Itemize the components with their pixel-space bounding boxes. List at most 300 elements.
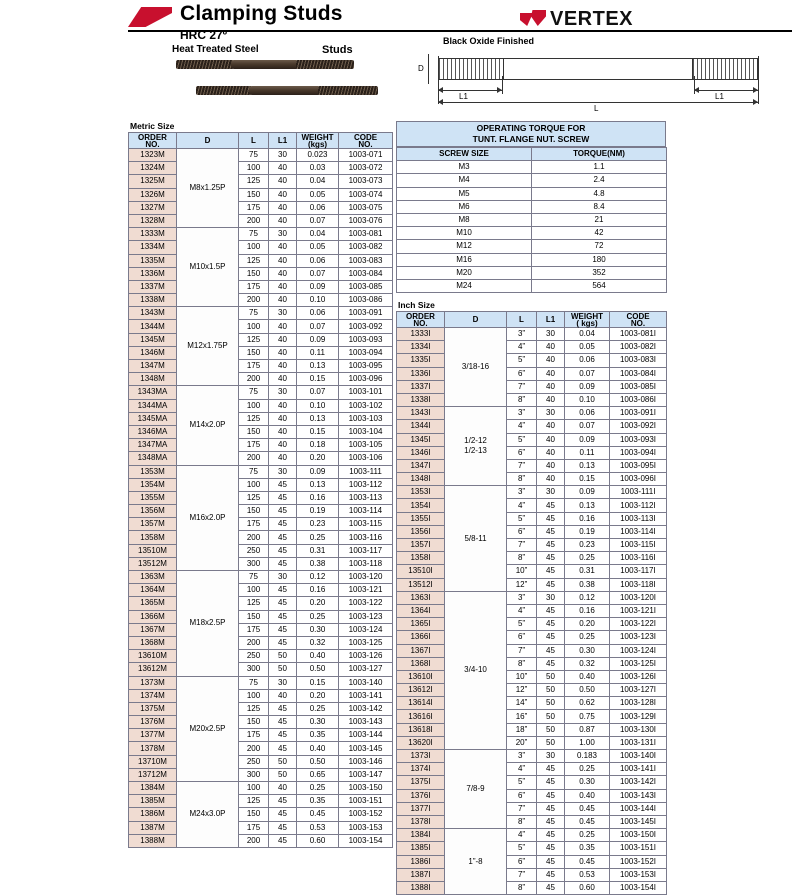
- cell-l1: 45: [269, 478, 297, 491]
- cell-weight: 0.05: [297, 241, 339, 254]
- cell-code-no: 1003-142I: [610, 776, 667, 789]
- thread-size-line: 1/2-12: [464, 436, 487, 446]
- table-row: [397, 525, 667, 538]
- cell-weight: 0.16: [565, 604, 610, 617]
- cell-length: 250: [239, 755, 269, 768]
- table-row: [397, 802, 667, 815]
- cell-length: 200: [239, 452, 269, 465]
- cell-length: 75: [239, 571, 269, 584]
- cell-length: 125: [239, 702, 269, 715]
- cell-length: 7”: [507, 868, 537, 881]
- table-row: [129, 663, 393, 676]
- cell-length: 4”: [507, 420, 537, 433]
- cell-length: 12”: [507, 578, 537, 591]
- table-row: [129, 228, 393, 241]
- col-l1: L1: [537, 312, 565, 328]
- cell-length: 16”: [507, 710, 537, 723]
- cell-length: 250: [239, 544, 269, 557]
- cell-weight: 0.45: [565, 855, 610, 868]
- cell-weight: 0.06: [297, 307, 339, 320]
- cell-length: 100: [239, 162, 269, 175]
- table-row: [129, 188, 393, 201]
- table-row: [129, 452, 393, 465]
- cell-order-no: 1377I: [397, 802, 445, 815]
- cell-l1: 30: [269, 228, 297, 241]
- cell-length: 75: [239, 307, 269, 320]
- cell-order-no: 1386M: [129, 808, 177, 821]
- cell-code-no: 1003-125: [339, 636, 393, 649]
- table-row: [397, 367, 667, 380]
- table-row: [397, 354, 667, 367]
- table-row: [397, 829, 667, 842]
- table-row: [129, 478, 393, 491]
- table-row: [129, 689, 393, 702]
- cell-weight: 0.09: [297, 280, 339, 293]
- cell-weight: 0.04: [297, 228, 339, 241]
- cell-l1: 45: [537, 868, 565, 881]
- cell-l1: 45: [537, 631, 565, 644]
- table-row: [129, 623, 393, 636]
- cell-length: 75: [239, 465, 269, 478]
- table-row: [397, 736, 667, 749]
- cell-weight: 0.25: [297, 782, 339, 795]
- cell-weight: 0.05: [565, 341, 610, 354]
- cell-weight: 0.30: [297, 623, 339, 636]
- cell-order-no: 1343MA: [129, 386, 177, 399]
- table-row: [129, 636, 393, 649]
- cell-length: 5”: [507, 354, 537, 367]
- cell-order-no: 1354M: [129, 478, 177, 491]
- cell-weight: 0.23: [565, 539, 610, 552]
- dim-l-label: L: [594, 104, 599, 113]
- cell-screw-size: M10: [397, 227, 532, 240]
- table-row: [397, 328, 667, 341]
- cell-l1: 40: [269, 162, 297, 175]
- table-row: [129, 465, 393, 478]
- cell-order-no: 13610M: [129, 650, 177, 663]
- table-row: [397, 380, 667, 393]
- cell-torque: 564: [532, 279, 667, 292]
- cell-weight: 0.25: [297, 702, 339, 715]
- cell-order-no: 1343M: [129, 307, 177, 320]
- cell-length: 5”: [507, 842, 537, 855]
- cell-length: 175: [239, 821, 269, 834]
- cell-length: 6”: [507, 631, 537, 644]
- vertex-brand-text: VERTEX: [550, 8, 634, 30]
- cell-length: 150: [239, 505, 269, 518]
- cell-order-no: 1358I: [397, 552, 445, 565]
- table-row: [397, 565, 667, 578]
- cell-code-no: 1003-142: [339, 702, 393, 715]
- cell-code-no: 1003-124: [339, 623, 393, 636]
- cell-weight: 0.87: [565, 723, 610, 736]
- cell-code-no: 1003-104: [339, 425, 393, 438]
- cell-order-no: 13510I: [397, 565, 445, 578]
- table-row: [397, 393, 667, 406]
- stud-photo-upper: [176, 58, 356, 72]
- cell-length: 5”: [507, 433, 537, 446]
- table-row: [129, 254, 393, 267]
- cell-l1: 45: [537, 829, 565, 842]
- cell-length: 300: [239, 768, 269, 781]
- table-row: [129, 346, 393, 359]
- cell-weight: 0.05: [297, 188, 339, 201]
- cell-l1: 45: [537, 881, 565, 894]
- table-row: [397, 227, 667, 240]
- cell-order-no: 1366M: [129, 610, 177, 623]
- cell-l1: 30: [269, 676, 297, 689]
- cell-l1: 45: [269, 597, 297, 610]
- cell-length: 6”: [507, 446, 537, 459]
- cell-order-no: 1378M: [129, 742, 177, 755]
- cell-length: 75: [239, 676, 269, 689]
- cell-l1: 50: [537, 697, 565, 710]
- cell-code-no: 1003-121: [339, 584, 393, 597]
- table-row: [129, 214, 393, 227]
- cell-order-no: 1374M: [129, 689, 177, 702]
- dim-l1-right-label: L1: [715, 92, 724, 101]
- cell-order-no: 1355I: [397, 512, 445, 525]
- table-row: [397, 723, 667, 736]
- cell-length: 125: [239, 597, 269, 610]
- inch-section-label: Inch Size: [398, 300, 435, 310]
- cell-order-no: 13510M: [129, 544, 177, 557]
- vertex-logo: [520, 8, 633, 31]
- cell-code-no: 1003-096I: [610, 473, 667, 486]
- cell-order-no: 1374I: [397, 763, 445, 776]
- cell-code-no: 1003-076: [339, 214, 393, 227]
- cell-l1: 45: [269, 623, 297, 636]
- cell-order-no: 1388M: [129, 834, 177, 847]
- cell-weight: 0.15: [297, 676, 339, 689]
- cell-code-no: 1003-084: [339, 267, 393, 280]
- cell-l1: 30: [269, 149, 297, 162]
- cell-order-no: 13614I: [397, 697, 445, 710]
- cell-l1: 45: [269, 821, 297, 834]
- cell-order-no: 1333I: [397, 328, 445, 341]
- cell-code-no: 1003-122I: [610, 618, 667, 631]
- cell-order-no: 1365M: [129, 597, 177, 610]
- table-row: [129, 584, 393, 597]
- cell-order-no: 1363M: [129, 571, 177, 584]
- table-row: [397, 684, 667, 697]
- cell-weight: 0.53: [297, 821, 339, 834]
- table-row: [129, 175, 393, 188]
- cell-weight: 0.11: [565, 446, 610, 459]
- col-l: L: [507, 312, 537, 328]
- table-row: [397, 420, 667, 433]
- black-oxide-label: Black Oxide Finished: [443, 36, 535, 46]
- metric-table-body: [129, 149, 393, 848]
- cell-l1: 45: [537, 552, 565, 565]
- cell-l1: 40: [537, 367, 565, 380]
- table-row: [129, 518, 393, 531]
- cell-order-no: 1363I: [397, 591, 445, 604]
- cell-weight: 0.20: [297, 452, 339, 465]
- cell-weight: 0.62: [565, 697, 610, 710]
- cell-weight: 0.30: [297, 716, 339, 729]
- cell-code-no: 1003-113: [339, 491, 393, 504]
- cell-code-no: 1003-085I: [610, 380, 667, 393]
- cell-order-no: 1376I: [397, 789, 445, 802]
- cell-code-no: 1003-127I: [610, 684, 667, 697]
- cell-length: 150: [239, 716, 269, 729]
- col-order-no: ORDER NO.: [129, 133, 177, 149]
- table-row: [129, 650, 393, 663]
- cell-length: 200: [239, 636, 269, 649]
- table-row: [397, 552, 667, 565]
- cell-length: 100: [239, 241, 269, 254]
- table-row: [397, 266, 667, 279]
- cell-l1: 40: [269, 254, 297, 267]
- cell-torque: 2.4: [532, 174, 667, 187]
- cell-l1: 40: [537, 433, 565, 446]
- cell-l1: 45: [269, 505, 297, 518]
- cell-code-no: 1003-122: [339, 597, 393, 610]
- table-row: [397, 631, 667, 644]
- cell-order-no: 1384I: [397, 829, 445, 842]
- cell-code-no: 1003-111I: [610, 486, 667, 499]
- cell-thread-size: M24x3.0P: [177, 782, 239, 848]
- cell-l1: 30: [537, 486, 565, 499]
- cell-code-no: 1003-086I: [610, 393, 667, 406]
- cell-l1: 50: [537, 684, 565, 697]
- cell-l1: 30: [537, 407, 565, 420]
- cell-l1: 40: [537, 473, 565, 486]
- cell-screw-size: M20: [397, 266, 532, 279]
- cell-length: 100: [239, 399, 269, 412]
- cell-length: 125: [239, 412, 269, 425]
- cell-l1: 40: [269, 782, 297, 795]
- cell-l1: 50: [269, 650, 297, 663]
- table-row: [129, 755, 393, 768]
- cell-length: 6”: [507, 367, 537, 380]
- cell-length: 12”: [507, 684, 537, 697]
- cell-screw-size: M24: [397, 279, 532, 292]
- cell-code-no: 1003-131I: [610, 736, 667, 749]
- cell-order-no: 1356M: [129, 505, 177, 518]
- cell-l1: 40: [269, 214, 297, 227]
- cell-length: 175: [239, 623, 269, 636]
- cell-weight: 0.19: [297, 505, 339, 518]
- cell-code-no: 1003-125I: [610, 657, 667, 670]
- cell-length: 10”: [507, 565, 537, 578]
- cell-order-no: 1348MA: [129, 452, 177, 465]
- cell-thread-size: 7/8-9: [445, 750, 507, 829]
- cell-screw-size: M12: [397, 240, 532, 253]
- cell-l1: 40: [269, 373, 297, 386]
- cell-code-no: 1003-123: [339, 610, 393, 623]
- cell-code-no: 1003-129I: [610, 710, 667, 723]
- cell-l1: 45: [269, 584, 297, 597]
- table-row: [397, 253, 667, 266]
- cell-length: 8”: [507, 815, 537, 828]
- cell-code-no: 1003-114I: [610, 525, 667, 538]
- cell-length: 125: [239, 175, 269, 188]
- cell-l1: 40: [269, 267, 297, 280]
- torque-title: OPERATING TORQUE FOR TUNT. FLANGE NUT. SCREW: [396, 121, 666, 147]
- cell-weight: 0.65: [297, 768, 339, 781]
- dim-d-label: D: [418, 64, 424, 73]
- cell-l1: 45: [269, 716, 297, 729]
- cell-length: 6”: [507, 525, 537, 538]
- cell-order-no: 1346M: [129, 346, 177, 359]
- cell-weight: 0.13: [297, 360, 339, 373]
- cell-code-no: 1003-093I: [610, 433, 667, 446]
- stud-outline: [438, 58, 758, 80]
- cell-l1: 45: [269, 742, 297, 755]
- table-row: [129, 386, 393, 399]
- cell-order-no: 1387M: [129, 821, 177, 834]
- cell-order-no: 1375M: [129, 702, 177, 715]
- cell-code-no: 1003-101: [339, 386, 393, 399]
- col-screw-size: SCREW SIZE: [397, 148, 532, 161]
- cell-torque: 352: [532, 266, 667, 279]
- cell-length: 5”: [507, 618, 537, 631]
- cell-thread-size: M12x1.75P: [177, 307, 239, 386]
- cell-order-no: 1386I: [397, 855, 445, 868]
- cell-weight: 0.25: [565, 829, 610, 842]
- cell-screw-size: M16: [397, 253, 532, 266]
- cell-screw-size: M4: [397, 174, 532, 187]
- cell-order-no: 1347M: [129, 360, 177, 373]
- cell-length: 8”: [507, 657, 537, 670]
- cell-order-no: 13712M: [129, 768, 177, 781]
- cell-order-no: 1365I: [397, 618, 445, 631]
- table-row: [129, 782, 393, 795]
- vertex-mark-icon: [520, 10, 546, 29]
- cell-code-no: 1003-118: [339, 557, 393, 570]
- torque-section: [396, 121, 666, 293]
- cell-length: 100: [239, 584, 269, 597]
- cell-l1: 45: [537, 565, 565, 578]
- col-weight: WEIGHT ( kgs): [565, 312, 610, 328]
- cell-length: 6”: [507, 789, 537, 802]
- cell-l1: 40: [537, 446, 565, 459]
- cell-l1: 45: [537, 512, 565, 525]
- cell-order-no: 1343I: [397, 407, 445, 420]
- cell-code-no: 1003-115I: [610, 539, 667, 552]
- cell-code-no: 1003-130I: [610, 723, 667, 736]
- cell-l1: 45: [537, 539, 565, 552]
- cell-l1: 30: [537, 328, 565, 341]
- cell-length: 200: [239, 742, 269, 755]
- cell-code-no: 1003-073: [339, 175, 393, 188]
- table-row: [129, 505, 393, 518]
- cell-length: 100: [239, 689, 269, 702]
- cell-length: 4”: [507, 604, 537, 617]
- table-row: [129, 439, 393, 452]
- table-row: [129, 149, 393, 162]
- cell-code-no: 1003-084I: [610, 367, 667, 380]
- cell-screw-size: M5: [397, 187, 532, 200]
- cell-weight: 0.10: [297, 294, 339, 307]
- table-row: [397, 789, 667, 802]
- table-row: [397, 776, 667, 789]
- cell-code-no: 1003-153I: [610, 868, 667, 881]
- cell-l1: 40: [269, 188, 297, 201]
- table-row: [129, 610, 393, 623]
- cell-code-no: 1003-115: [339, 518, 393, 531]
- cell-weight: 0.13: [297, 478, 339, 491]
- table-row: [129, 333, 393, 346]
- table-row: [397, 539, 667, 552]
- cell-order-no: 1323M: [129, 149, 177, 162]
- table-row: [129, 162, 393, 175]
- cell-order-no: 13620I: [397, 736, 445, 749]
- cell-weight: 0.18: [297, 439, 339, 452]
- cell-length: 200: [239, 214, 269, 227]
- cell-l1: 40: [537, 459, 565, 472]
- cell-l1: 50: [537, 723, 565, 736]
- cell-length: 175: [239, 201, 269, 214]
- table-row: [129, 373, 393, 386]
- cell-weight: 0.50: [565, 684, 610, 697]
- table-row: [129, 360, 393, 373]
- cell-weight: 0.09: [565, 486, 610, 499]
- cell-order-no: 1338M: [129, 294, 177, 307]
- cell-weight: 0.38: [297, 557, 339, 570]
- cell-code-no: 1003-153: [339, 821, 393, 834]
- cell-code-no: 1003-082I: [610, 341, 667, 354]
- table-row: [129, 307, 393, 320]
- cell-weight: 0.16: [297, 584, 339, 597]
- cell-code-no: 1003-154I: [610, 881, 667, 894]
- cell-weight: 0.09: [297, 465, 339, 478]
- cell-weight: 0.75: [565, 710, 610, 723]
- inch-table-header-row: [397, 312, 667, 328]
- cell-order-no: 13618I: [397, 723, 445, 736]
- table-row: [129, 544, 393, 557]
- red-swoosh-logo-icon: [128, 5, 174, 29]
- cell-l1: 40: [269, 452, 297, 465]
- cell-order-no: 1373M: [129, 676, 177, 689]
- cell-code-no: 1003-151: [339, 795, 393, 808]
- cell-order-no: 1358M: [129, 531, 177, 544]
- cell-thread-size: M14x2.0P: [177, 386, 239, 465]
- table-row: [397, 763, 667, 776]
- cell-l1: 45: [537, 815, 565, 828]
- cell-l1: 45: [269, 544, 297, 557]
- cell-order-no: 1345M: [129, 333, 177, 346]
- cell-screw-size: M3: [397, 161, 532, 174]
- cell-l1: 45: [537, 842, 565, 855]
- cell-weight: 0.45: [565, 802, 610, 815]
- cell-weight: 0.15: [565, 473, 610, 486]
- cell-length: 100: [239, 478, 269, 491]
- cell-l1: 45: [269, 729, 297, 742]
- cell-code-no: 1003-143I: [610, 789, 667, 802]
- cell-weight: 0.19: [565, 525, 610, 538]
- cell-code-no: 1003-145: [339, 742, 393, 755]
- cell-length: 3”: [507, 750, 537, 763]
- cell-code-no: 1003-123I: [610, 631, 667, 644]
- cell-code-no: 1003-143: [339, 716, 393, 729]
- cell-l1: 45: [537, 525, 565, 538]
- cell-l1: 40: [537, 380, 565, 393]
- cell-code-no: 1003-074: [339, 188, 393, 201]
- cell-weight: 0.40: [565, 789, 610, 802]
- cell-thread-size: M16x2.0P: [177, 465, 239, 571]
- cell-length: 4”: [507, 829, 537, 842]
- cell-weight: 0.16: [297, 491, 339, 504]
- cell-code-no: 1003-117I: [610, 565, 667, 578]
- cell-weight: 0.25: [297, 531, 339, 544]
- col-code-no: CODE NO.: [610, 312, 667, 328]
- cell-screw-size: M6: [397, 200, 532, 213]
- cell-length: 200: [239, 531, 269, 544]
- cell-code-no: 1003-086: [339, 294, 393, 307]
